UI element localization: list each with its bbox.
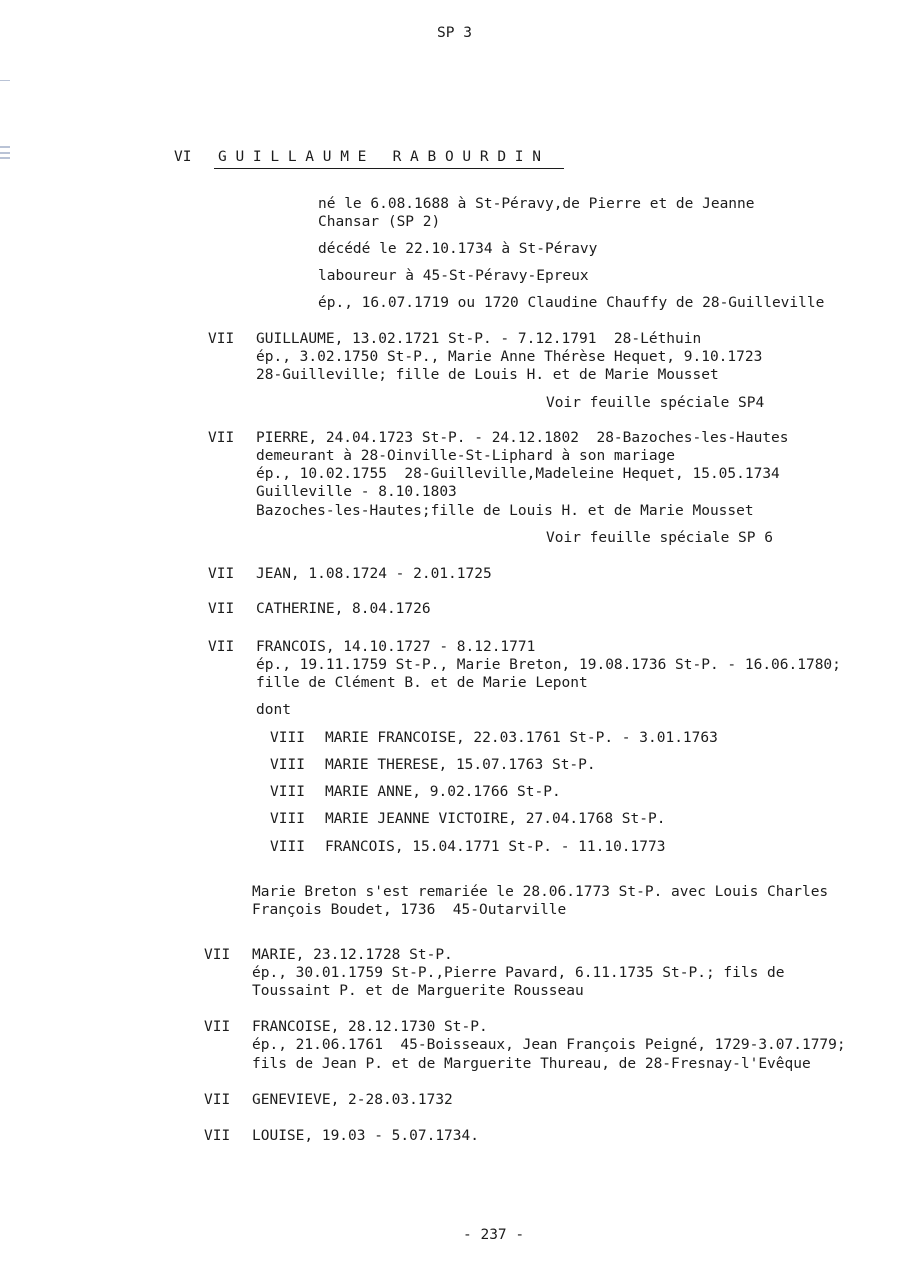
child-entry-line: fille de Clément B. et de Marie Lepont	[256, 675, 588, 691]
scan-edge-mark	[0, 80, 10, 81]
grandchild-generation-label: VIII	[270, 839, 305, 855]
grandchild-entry: FRANCOIS, 15.04.1771 St-P. - 11.10.1773	[325, 839, 666, 855]
child-entry-line: Bazoches-les-Hautes;fille de Louis H. et de Marie Mousset	[256, 503, 754, 519]
child-generation-label: VII	[204, 1128, 231, 1144]
remarriage-note-line: Marie Breton s'est remariée le 28.06.1773 St-P. avec Louis Charles	[252, 884, 829, 900]
main-detail-line: né le 6.08.1688 à St-Péravy,de Pierre et de Jeanne	[318, 196, 755, 212]
child-entry-line: LOUISE, 19.03 - 5.07.1734.	[252, 1128, 479, 1144]
scan-edge-mark	[0, 152, 10, 154]
main-detail-line: laboureur à 45-St-Péravy-Epreux	[318, 268, 589, 284]
child-entry-line: MARIE, 23.12.1728 St-P.	[252, 947, 453, 963]
grandchild-entry: MARIE THERESE, 15.07.1763 St-P.	[325, 757, 596, 773]
child-entry-line: JEAN, 1.08.1724 - 2.01.1725	[256, 566, 492, 582]
main-person-name: G U I L L A U M E R A B O U R D I N	[218, 149, 542, 165]
child-generation-label: VII	[208, 639, 235, 655]
child-generation-label: VII	[208, 331, 235, 347]
child-entry-line: fils de Jean P. et de Marguerite Thureau, de 28-Fresnay-l'Evêque	[252, 1056, 811, 1072]
child-generation-label: VII	[204, 1019, 231, 1035]
dont-label: dont	[256, 702, 291, 718]
remarriage-note-line: François Boudet, 1736 45-Outarville	[252, 902, 567, 918]
child-entry-line: ép., 10.02.1755 28-Guilleville,Madeleine Hequet, 15.05.1734	[256, 466, 780, 482]
main-detail-line: ép., 16.07.1719 ou 1720 Claudine Chauffy de 28-Guilleville	[318, 295, 825, 311]
scan-edge-mark	[0, 157, 10, 159]
child-entry-line: GENEVIEVE, 2-28.03.1732	[252, 1092, 453, 1108]
child-entry-line: demeurant à 28-Oinville-St-Liphard à son mariage	[256, 448, 676, 464]
child-entry-line: 28-Guilleville; fille de Louis H. et de Marie Mousset	[256, 367, 719, 383]
child-generation-label: VII	[208, 566, 235, 582]
page-number: - 237 -	[463, 1227, 525, 1243]
grandchild-generation-label: VIII	[270, 730, 305, 746]
grandchild-generation-label: VIII	[270, 757, 305, 773]
main-detail-line: Chansar (SP 2)	[318, 214, 441, 230]
child-entry-line: FRANCOISE, 28.12.1730 St-P.	[252, 1019, 488, 1035]
child-generation-label: VII	[208, 601, 235, 617]
grandchild-entry: MARIE ANNE, 9.02.1766 St-P.	[325, 784, 561, 800]
child-entry-line: ép., 19.11.1759 St-P., Marie Breton, 19.08.1736 St-P. - 16.06.1780;	[256, 657, 841, 673]
see-sheet-note: Voir feuille spéciale SP4	[546, 395, 765, 411]
child-entry-line: ép., 30.01.1759 St-P.,Pierre Pavard, 6.11.1735 St-P.; fils de	[252, 965, 785, 981]
see-sheet-note: Voir feuille spéciale SP 6	[546, 530, 773, 546]
scan-edge-mark	[0, 146, 10, 148]
child-entry-line: GUILLAUME, 13.02.1721 St-P. - 7.12.1791 28-Léthuin	[256, 331, 702, 347]
child-entry-line: CATHERINE, 8.04.1726	[256, 601, 431, 617]
child-entry-line: Toussaint P. et de Marguerite Rousseau	[252, 983, 584, 999]
main-detail-line: décédé le 22.10.1734 à St-Péravy	[318, 241, 598, 257]
generation-label: VI	[174, 149, 192, 165]
child-generation-label: VII	[204, 1092, 231, 1108]
grandchild-generation-label: VIII	[270, 811, 305, 827]
child-generation-label: VII	[204, 947, 231, 963]
page-code: SP 3	[437, 25, 472, 41]
child-entry-line: FRANCOIS, 14.10.1727 - 8.12.1771	[256, 639, 536, 655]
child-generation-label: VII	[208, 430, 235, 446]
grandchild-entry: MARIE FRANCOISE, 22.03.1761 St-P. - 3.01.1763	[325, 730, 718, 746]
title-underline	[214, 168, 564, 169]
child-entry-line: Guilleville - 8.10.1803	[256, 484, 457, 500]
grandchild-generation-label: VIII	[270, 784, 305, 800]
child-entry-line: ép., 21.06.1761 45-Boisseaux, Jean François Peigné, 1729-3.07.1779;	[252, 1037, 846, 1053]
grandchild-entry: MARIE JEANNE VICTOIRE, 27.04.1768 St-P.	[325, 811, 666, 827]
child-entry-line: ép., 3.02.1750 St-P., Marie Anne Thérèse Hequet, 9.10.1723	[256, 349, 763, 365]
child-entry-line: PIERRE, 24.04.1723 St-P. - 24.12.1802 28-Bazoches-les-Hautes	[256, 430, 789, 446]
